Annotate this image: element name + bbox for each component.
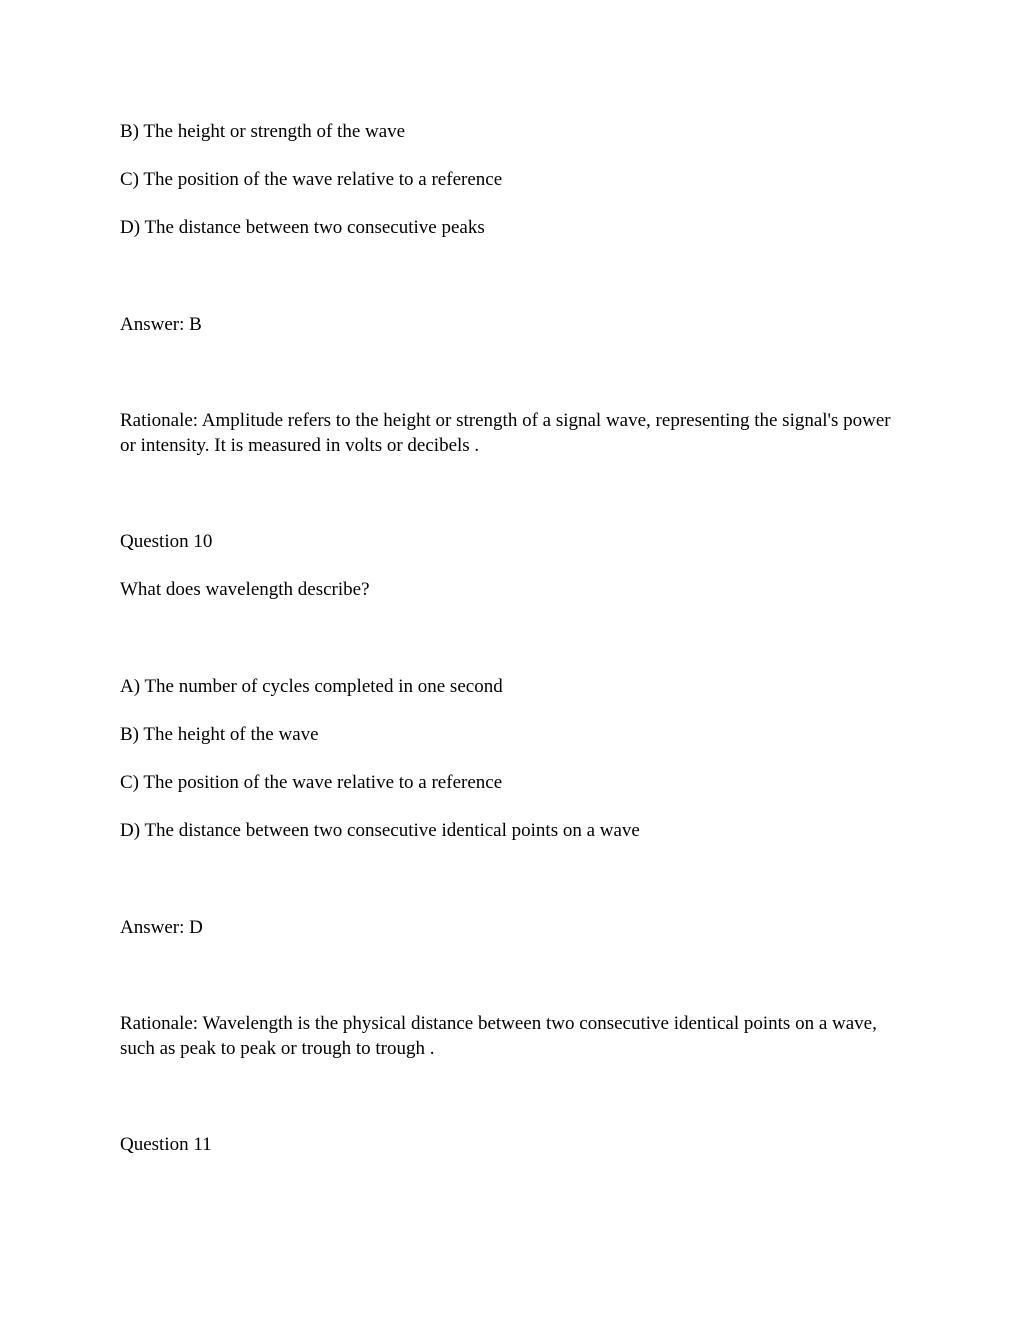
q10-question: What does wavelength describe? bbox=[120, 579, 370, 600]
q9-option-d: D) The distance between two consecutive peaks bbox=[120, 217, 485, 238]
q10-option-b: B) The height of the wave bbox=[120, 724, 319, 745]
q10-heading: Question 10 bbox=[120, 531, 213, 552]
q11-heading: Question 11 bbox=[120, 1134, 212, 1155]
q10-option-d: D) The distance between two consecutive identical points on a wave bbox=[120, 820, 640, 841]
q10-option-a: A) The number of cycles completed in one second bbox=[120, 676, 503, 697]
q9-option-c: C) The position of the wave relative to a reference bbox=[120, 169, 503, 190]
q9-answer: Answer: B bbox=[120, 314, 202, 335]
q10-answer: Answer: D bbox=[120, 917, 203, 938]
q10-rationale: Rationale: Wavelength is the physical distance between two consecutive identical points on a wave, such as peak to peak or trough to trough . bbox=[120, 1013, 877, 1059]
q9-rationale: Rationale: Amplitude refers to the height or strength of a signal wave, representing the signal's power or intensity. It is measured in volts or decibels . bbox=[120, 410, 891, 456]
q9-option-b: B) The height or strength of the wave bbox=[120, 121, 406, 142]
q10-option-c: C) The position of the wave relative to a reference bbox=[120, 772, 503, 793]
